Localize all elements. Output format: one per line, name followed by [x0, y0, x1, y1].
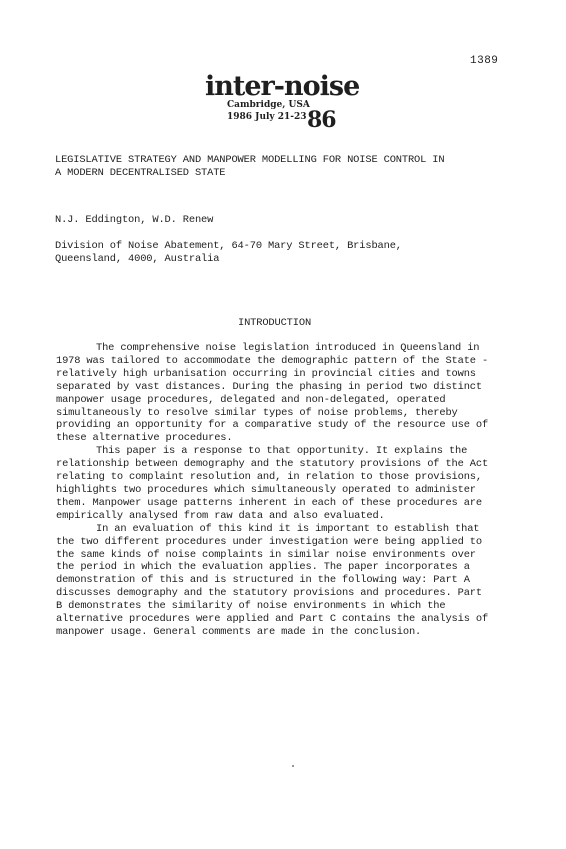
- paragraph: This paper is a response to that opportunity. It explains the relationship between demography and the statutory provisions of the Act relating to complaint resolution and, in relation to those provisions, highlights two procedures which simultaneously operated to administer them. Manpower usage patterns inherent in each of these procedures are empirically analysed from raw data and also evaluated.: [56, 445, 489, 522]
- logo-place: Cambridge, USA: [227, 100, 310, 110]
- authors: N.J. Eddington, W.D. Renew: [55, 214, 214, 226]
- affiliation-line: Division of Noise Abatement, 64-70 Mary Street, Brisbane,: [55, 240, 402, 252]
- affiliation-line: Queensland, 4000, Australia: [55, 252, 220, 265]
- affiliation: [55, 240, 402, 266]
- page-number: 1389: [470, 55, 499, 67]
- paragraph: The comprehensive noise legislation introduced in Queensland in 1978 was tailored to accommodate the demographic pattern of the State - relatively high urbanisation occurring in provincial cities and towns separated by vast distances. During the phasing in period two distinct manpower usage procedures, delegated and non-delegated, operated simultaneously to resolve similar types of noise problems, thereby providing an opportunity for a comparative study of the resource use of these alternative procedures.: [56, 342, 489, 445]
- stray-mark: [292, 765, 294, 767]
- paper-title: [55, 154, 444, 180]
- title-line: A MODERN DECENTRALISED STATE: [55, 166, 226, 179]
- logo-date: 1986 July 21-23: [227, 112, 307, 122]
- conference-logo: [205, 72, 365, 150]
- logo-wordmark: inter-noise: [205, 71, 360, 102]
- title-line: LEGISLATIVE STRATEGY AND MANPOWER MODELLING FOR NOISE CONTROL IN: [55, 154, 445, 166]
- logo-year: 86: [307, 107, 336, 133]
- paragraph: In an evaluation of this kind it is important to establish that the two different procedures under investigation were being applied to the same kinds of noise complaints in similar noise environments over the period in which the evaluation applies. The paper incorporates a demonstration of this and is structured in the following way: Part A discusses demography and the statutory provisions and procedures. Part B demonstrates the similarity of noise environments in which the alternative procedures were applied and Part C contains the analysis of manpower usage. General comments are made in the conclusion.: [56, 522, 489, 638]
- section-heading: INTRODUCTION: [238, 317, 312, 329]
- body-text: [56, 342, 493, 639]
